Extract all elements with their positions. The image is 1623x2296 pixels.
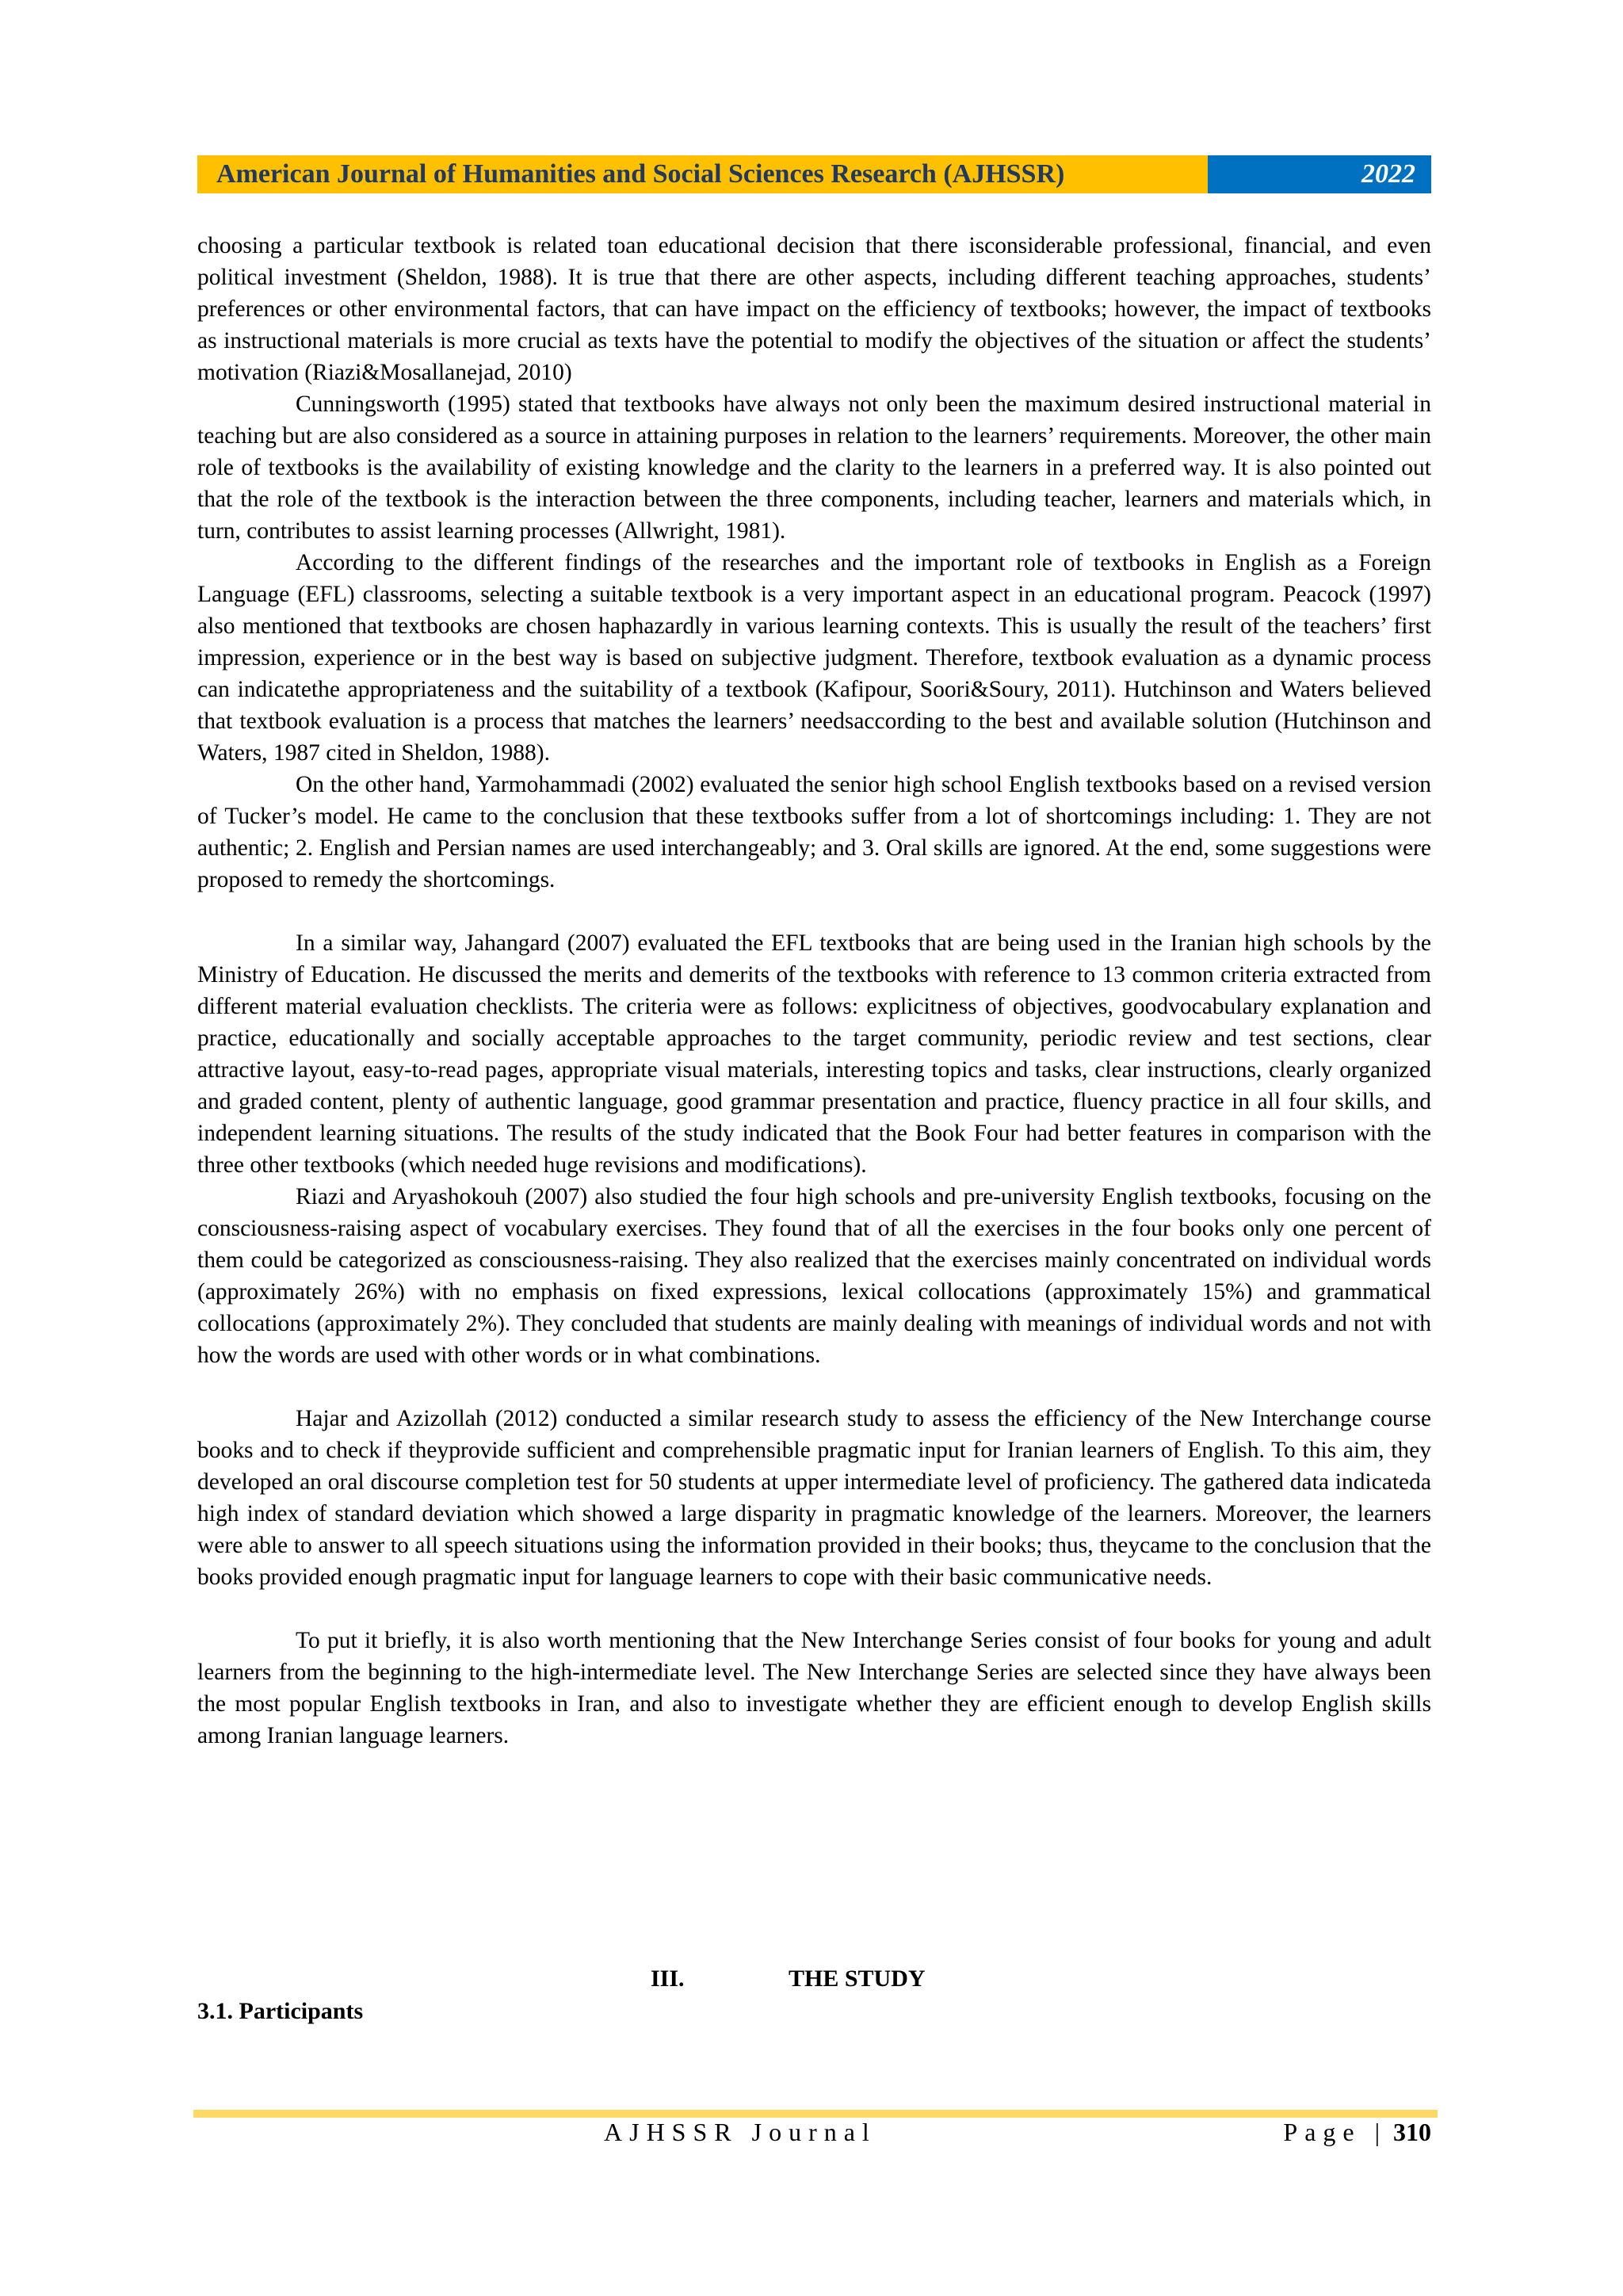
page-number: 310	[1393, 2118, 1431, 2146]
paragraph: Riazi and Aryashokouh (2007) also studied the four high schools and pre-university English textbooks, focusing on the consciousness-raising aspect of vocabulary exercises. They found that of all the exercises in the four books only one percent of them could be categorized as consciousness-raising. They also realized that the exercises mainly concentrated on individual words (approximately 26%) with no emphasis on fixed expressions, lexical collocations (approximately 15%) and grammatical collocations (approximately 2%). They concluded that students are mainly dealing with meanings of individual words and not with how the words are used with other words or in what combinations.	[197, 1184, 1431, 1368]
section-title: THE STUDY	[789, 1966, 926, 1992]
journal-header	[197, 155, 1431, 193]
paragraph: Hajar and Azizollah (2012) conducted a similar research study to assess the efficiency of the New Interchange course books and to check if theyprovide sufficient and comprehensible pragmatic input for Iranian learners of English. To this aim, they developed an oral discourse completion test for 50 students at upper intermediate level of proficiency. The gathered data indicateda high index of standard deviation which showed a large disparity in pragmatic knowledge of the learners. Moreover, the learners were able to answer to all speech situations using the information provided in their books; thus, theycame to the conclusion that the books provided enough pragmatic input for language learners to cope with their basic communicative needs.	[197, 1406, 1431, 1590]
section-number: III.	[651, 1966, 685, 1992]
paragraph: To put it briefly, it is also worth mentioning that the New Interchange Series consist of four books for young and adult learners from the beginning to the high-intermediate level. The New Interchange Series are selected since they have always been the most popular English textbooks in Iran, and also to investigate whether they are efficient enough to develop English skills among Iranian language learners.	[197, 1628, 1431, 1748]
section-heading	[197, 1966, 1431, 1997]
footer-journal-name: AJHSSR Journal	[604, 2118, 876, 2146]
article-body	[197, 230, 1431, 1752]
paragraph: choosing a particular textbook is related toan educational decision that there isconsiderable professional, financial, and even political investment (Sheldon, 1988). It is true that there are other aspects, including different teaching approaches, students’ preferences or other environmental factors, that can have impact on the efficiency of textbooks; however, the impact of textbooks as instructional materials is more crucial as texts have the potential to modify the objectives of the situation or affect the students’ motivation (Riazi&Mosallanejad, 2010)	[197, 233, 1431, 385]
subsection-heading: 3.1. Participants	[197, 1998, 364, 2024]
footer-rule	[193, 2110, 1438, 2118]
journal-year: 2022	[1208, 155, 1431, 193]
paragraph: According to the different findings of the researches and the important role of textbooks in English as a Foreign Language (EFL) classrooms, selecting a suitable textbook is a very important aspect in an educational program. Peacock (1997) also mentioned that textbooks are chosen haphazardly in various learning contexts. This is usually the result of the teachers’ first impression, experience or in the best way is based on subjective judgment. Therefore, textbook evaluation as a dynamic process can indicatethe appropriateness and the suitability of a textbook (Kafipour, Soori&Soury, 2011). Hutchinson and Waters believed that textbook evaluation is a process that matches the learners’ needsaccording to the best and available solution (Hutchinson and Waters, 1987 cited in Sheldon, 1988).	[197, 550, 1431, 766]
paragraph: Cunningsworth (1995) stated that textbooks have always not only been the maximum desired instructional material in teaching but are also considered as a source in attaining purposes in relation to the learners’ requirements. Moreover, the other main role of textbooks is the availability of existing knowledge and the clarity to the learners in a preferred way. It is also pointed out that the role of the textbook is the interaction between the three components, including teacher, learners and materials which, in turn, contributes to assist learning processes (Allwright, 1981).	[197, 392, 1431, 544]
paragraph: In a similar way, Jahangard (2007) evaluated the EFL textbooks that are being used in the Iranian high schools by the Ministry of Education. He discussed the merits and demerits of the textbooks with reference to 13 common criteria extracted from different material evaluation checklists. The criteria were as follows: explicitness of objectives, goodvocabulary explanation and practice, educationally and socially acceptable approaches to the target community, periodic review and test sections, clear attractive layout, easy-to-read pages, appropriate visual materials, interesting topics and tasks, clear instructions, clearly organized and graded content, plenty of authentic language, good grammar presentation and practice, fluency practice in all four skills, and independent learning situations. The results of the study indicated that the Book Four had better features in comparison with the three other textbooks (which needed huge revisions and modifications).	[197, 930, 1431, 1178]
footer-page-number	[1283, 2118, 1431, 2147]
journal-title: American Journal of Humanities and Social Sciences Research (AJHSSR)	[197, 155, 1208, 193]
page-label: Page |	[1283, 2118, 1387, 2146]
paragraph: On the other hand, Yarmohammadi (2002) evaluated the senior high school English textbooks based on a revised version of Tucker’s model. He came to the conclusion that these textbooks suffer from a lot of shortcomings including: 1. They are not authentic; 2. English and Persian names are used interchangeably; and 3. Oral skills are ignored. At the end, some suggestions were proposed to remedy the shortcomings.	[197, 772, 1431, 892]
